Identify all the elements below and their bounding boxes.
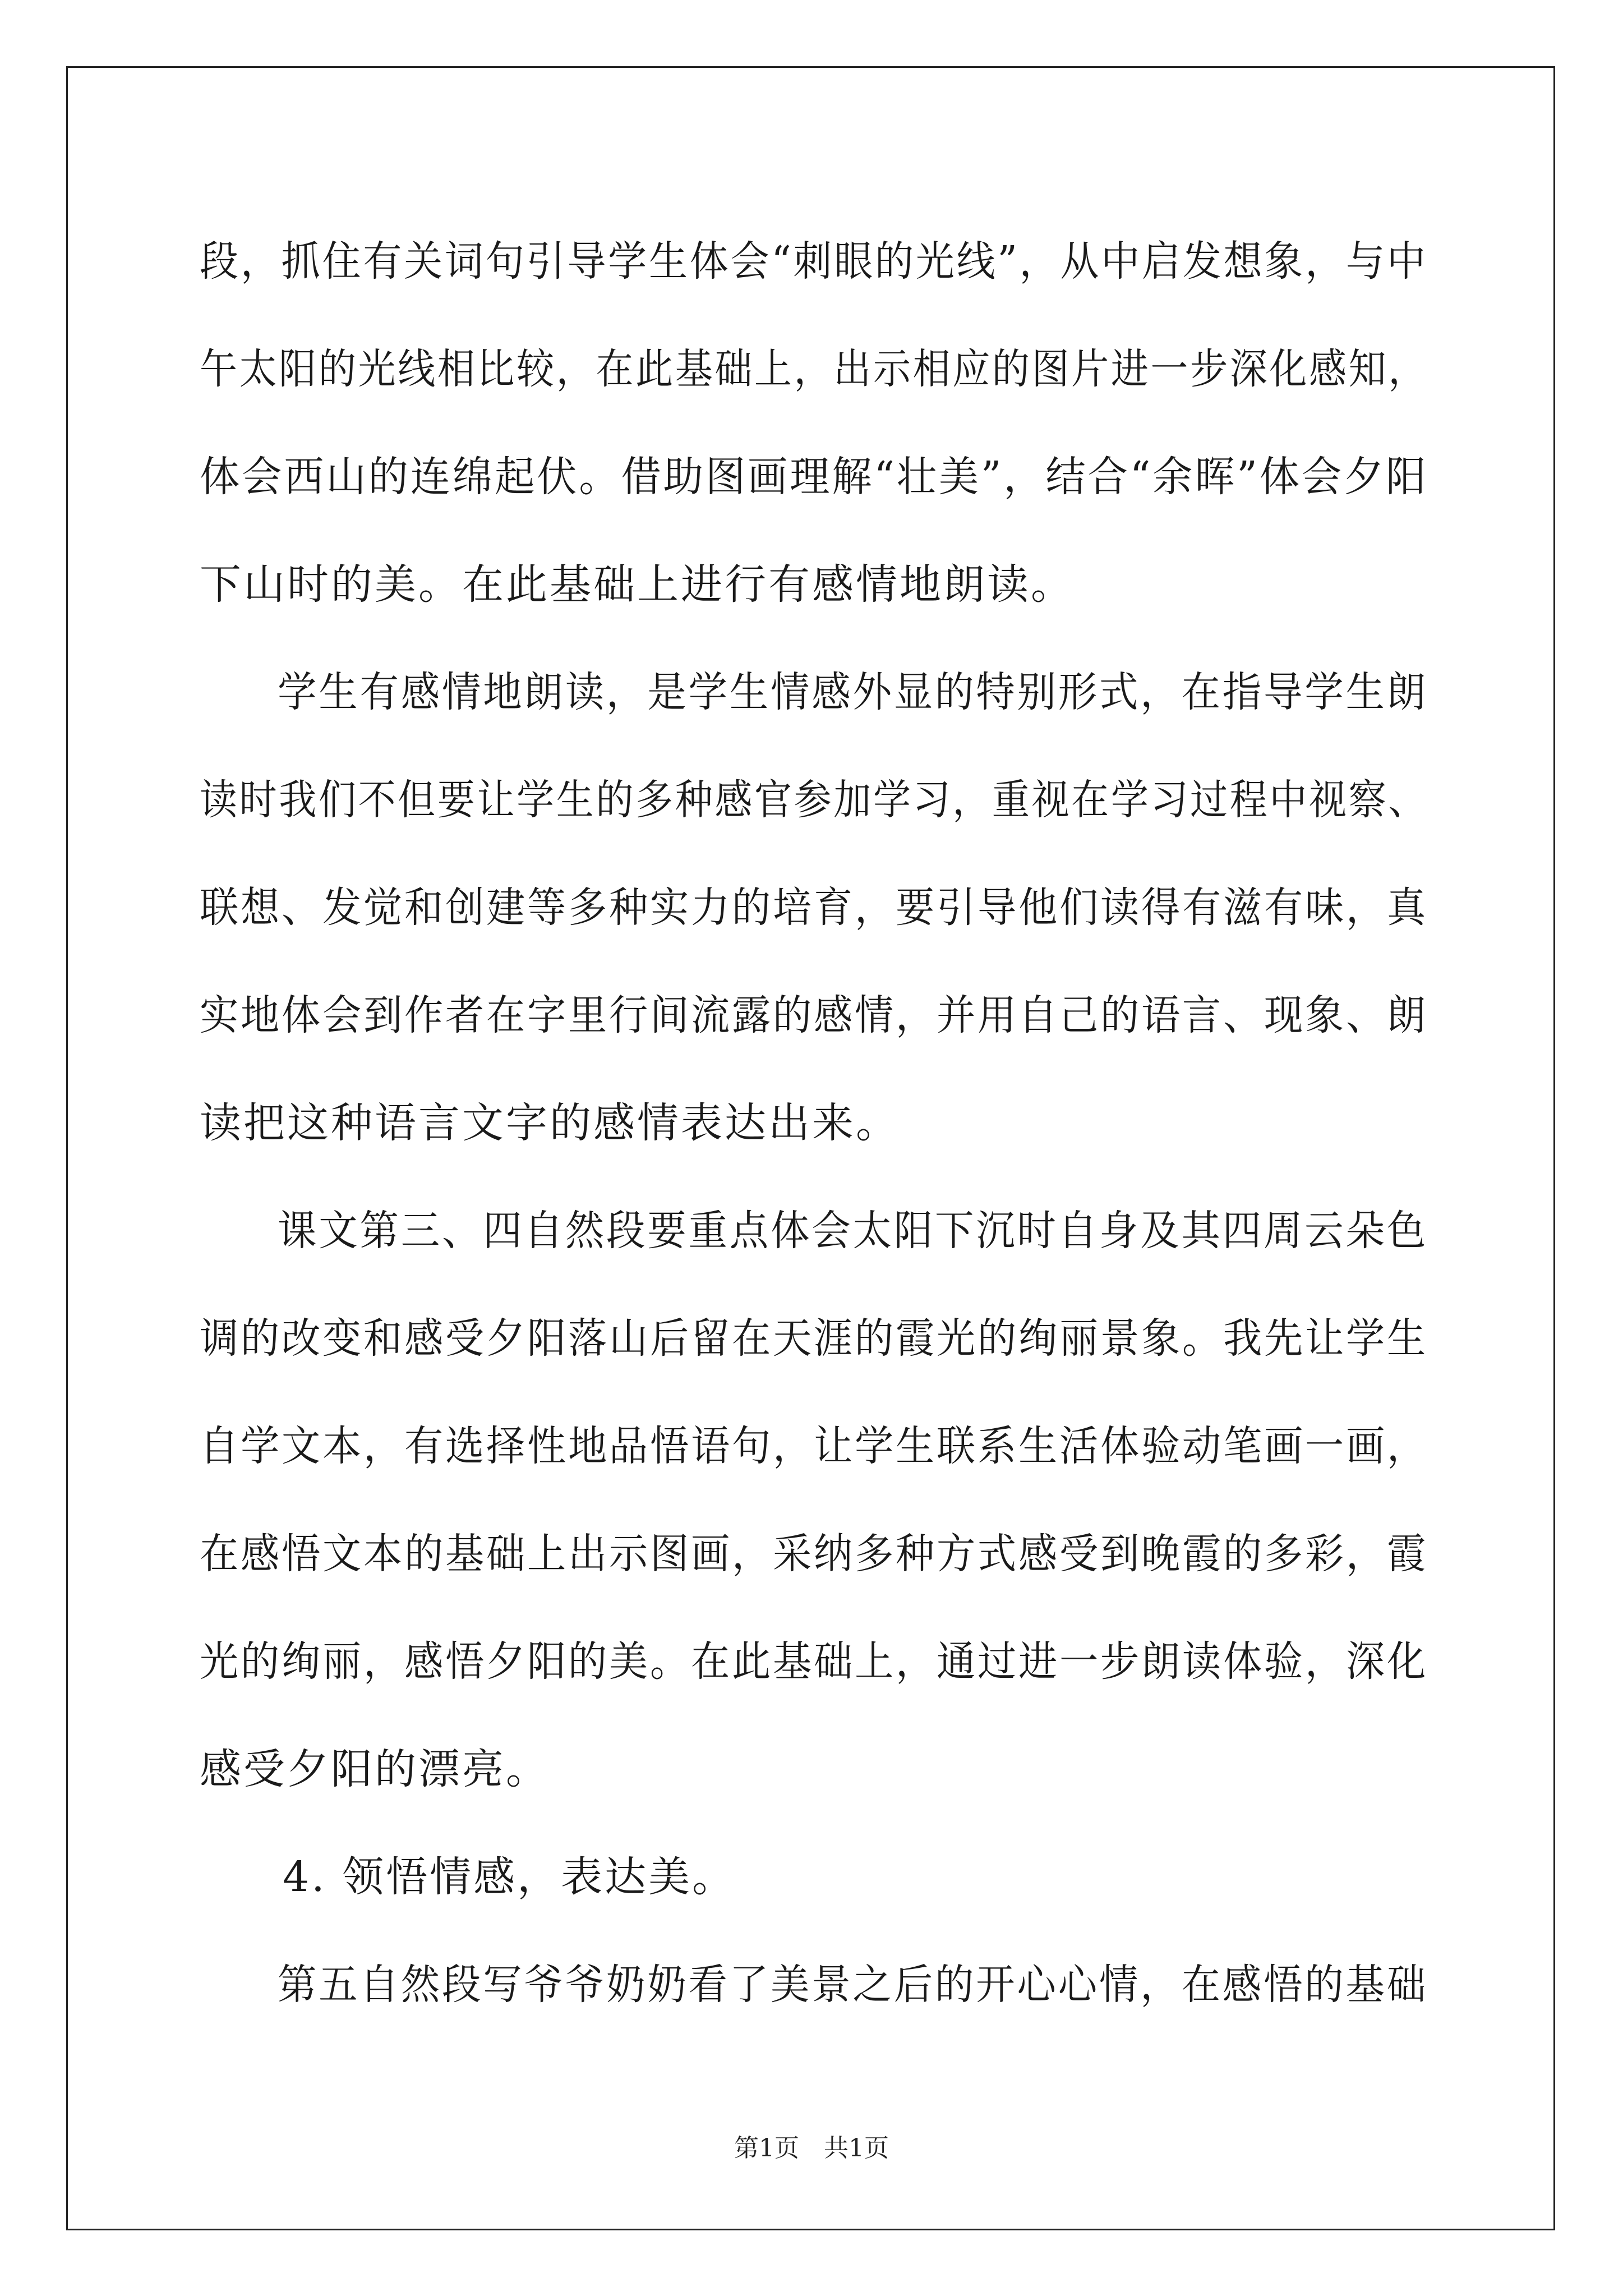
text-line: 读把这种语言文字的感情表达出来。 (200, 1099, 900, 1147)
text-line: 4. 领悟情感，表达美。 (283, 1853, 736, 1901)
text-line: 第五自然段写爷爷奶奶看了美景之后的开心心情，在感悟的基础 (277, 1961, 1428, 2009)
document-body (200, 208, 1428, 2039)
text-line: 调的改变和感受夕阳落山后留在天涯的霞光的绚丽景象。我先让学生 (200, 1314, 1428, 1363)
text-line: 自学文本，有选择性地品悟语句，让学生联系生活体验动笔画一画， (200, 1422, 1428, 1470)
text-line: 段，抓住有关词句引导学生体会“刺眼的光线”，从中启发想象，与中 (200, 237, 1428, 286)
text-line: 课文第三、四自然段要重点体会太阳下沉时自身及其四周云朵色 (277, 1207, 1428, 1255)
text-line: 午太阳的光线相比较，在此基础上，出示相应的图片进一步深化感知， (200, 345, 1428, 393)
text-line: 读时我们不但要让学生的多种感官参加学习，重视在学习过程中视察、 (200, 776, 1428, 824)
page-number-footer: 第1页 共1页 (734, 2134, 889, 2162)
text-line: 体会西山的连绵起伏。借助图画理解“壮美”，结合“余晖”体会夕阳 (200, 453, 1428, 501)
text-line: 感受夕阳的漂亮。 (200, 1745, 550, 1793)
text-line: 在感悟文本的基础上出示图画，采纳多种方式感受到晚霞的多彩，霞 (200, 1530, 1428, 1578)
text-line: 下山时的美。在此基础上进行有感情地朗读。 (200, 560, 1075, 609)
text-line: 光的绚丽，感悟夕阳的美。在此基础上，通过进一步朗读体验，深化 (200, 1637, 1428, 1686)
text-line: 联想、发觉和创建等多种实力的培育，要引导他们读得有滋有味，真 (200, 884, 1428, 932)
text-line: 学生有感情地朗读，是学生情感外显的特别形式，在指导学生朗 (277, 668, 1428, 716)
text-line: 实地体会到作者在字里行间流露的感情，并用自己的语言、现象、朗 (200, 991, 1428, 1039)
